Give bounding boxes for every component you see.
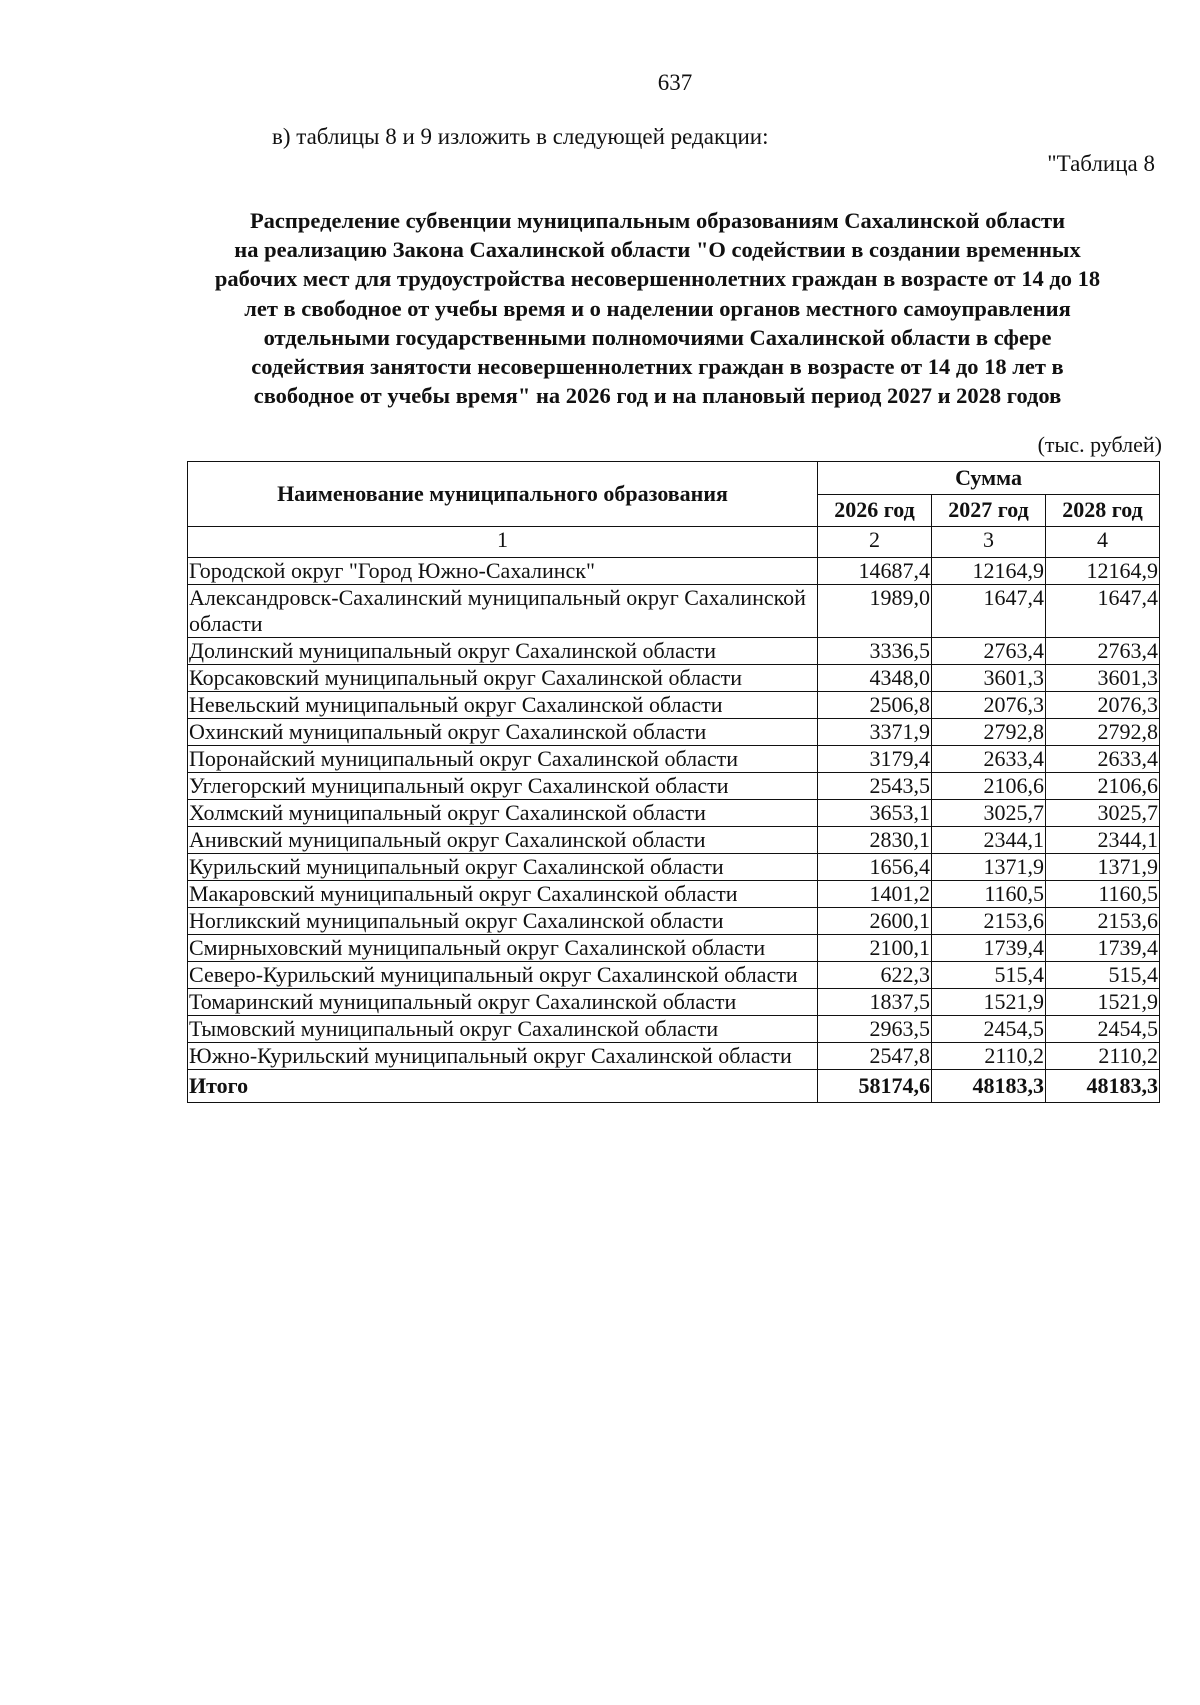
value-2027: 12164,9 — [932, 558, 1046, 585]
value-2028: 3601,3 — [1046, 665, 1160, 692]
municipality-name: Охинский муниципальный округ Сахалинской области — [188, 719, 818, 746]
table-row — [188, 665, 1160, 692]
value-2028: 1521,9 — [1046, 989, 1160, 1016]
value-2028: 12164,9 — [1046, 558, 1160, 585]
municipality-name: Ногликский муниципальный округ Сахалинской области — [188, 908, 818, 935]
title-line: на реализацию Закона Сахалинской области "О содействии в создании временных — [234, 237, 1081, 263]
year-header-2028: 2028 год — [1046, 494, 1160, 527]
value-2027: 1739,4 — [932, 935, 1046, 962]
table-row — [188, 800, 1160, 827]
column-number: 4 — [1046, 527, 1160, 558]
title-line: Распределение субвенции муниципальным образованиям Сахалинской области — [249, 208, 1066, 233]
column-number: 2 — [818, 527, 932, 558]
table-row — [188, 773, 1160, 800]
sum-column-header: Сумма — [818, 462, 1160, 495]
value-2027: 1647,4 — [932, 585, 1046, 638]
value-2028: 1371,9 — [1046, 854, 1160, 881]
year-header-2026: 2026 год — [818, 494, 932, 527]
column-number-row — [188, 527, 1160, 558]
value-2028: 1160,5 — [1046, 881, 1160, 908]
value-2027: 2076,3 — [932, 692, 1046, 719]
column-number: 3 — [932, 527, 1046, 558]
value-2026: 2543,5 — [818, 773, 932, 800]
total-2027: 48183,3 — [932, 1070, 1046, 1103]
value-2027: 3025,7 — [932, 800, 1046, 827]
value-2028: 2633,4 — [1046, 746, 1160, 773]
municipality-name: Углегорский муниципальный округ Сахалинской области — [188, 773, 818, 800]
value-2026: 3336,5 — [818, 638, 932, 665]
intro-text: в) таблицы 8 и 9 изложить в следующей редакции: — [272, 124, 769, 149]
table-row — [188, 746, 1160, 773]
value-2027: 1521,9 — [932, 989, 1046, 1016]
subvention-table — [187, 461, 1160, 1103]
value-2027: 2106,6 — [932, 773, 1046, 800]
value-2028: 2153,6 — [1046, 908, 1160, 935]
value-2027: 2763,4 — [932, 638, 1046, 665]
table-row — [188, 638, 1160, 665]
municipality-name: Северо-Курильский муниципальный округ Сахалинской области — [188, 962, 818, 989]
municipality-name: Тымовский муниципальный округ Сахалинской области — [188, 1016, 818, 1043]
table-row — [188, 558, 1160, 585]
value-2027: 1371,9 — [932, 854, 1046, 881]
page-number: 637 — [657, 70, 693, 95]
table-row — [188, 962, 1160, 989]
name-column-header: Наименование муниципального образования — [188, 462, 818, 527]
table-reference: "Таблица 8 — [1047, 151, 1155, 176]
table-row — [188, 881, 1160, 908]
total-2026: 58174,6 — [818, 1070, 932, 1103]
table-row — [188, 585, 1160, 638]
title-line: лет в свободное от учебы время и о наделении органов местного самоуправления — [244, 295, 1071, 321]
value-2026: 622,3 — [818, 962, 932, 989]
column-number: 1 — [188, 527, 818, 558]
total-label: Итого — [188, 1070, 818, 1103]
municipality-name: Смирныховский муниципальный округ Сахалинской области — [188, 935, 818, 962]
header-row — [188, 462, 1160, 495]
value-2026: 2100,1 — [818, 935, 932, 962]
units-label: (тыс. рублей) — [1037, 432, 1162, 457]
total-2028: 48183,3 — [1046, 1070, 1160, 1103]
title-line: свободное от учебы время" на 2026 год и на плановый период 2027 и 2028 годов — [253, 383, 1062, 409]
document-title — [180, 206, 1135, 410]
value-2026: 14687,4 — [818, 558, 932, 585]
value-2027: 515,4 — [932, 962, 1046, 989]
municipality-name: Невельский муниципальный округ Сахалинской области — [188, 692, 818, 719]
value-2027: 1160,5 — [932, 881, 1046, 908]
table-row — [188, 1043, 1160, 1070]
municipality-name: Холмский муниципальный округ Сахалинской области — [188, 800, 818, 827]
municipality-name: Городской округ "Город Южно-Сахалинск" — [188, 558, 818, 585]
table-row — [188, 935, 1160, 962]
table-body — [188, 558, 1160, 1070]
value-2028: 2454,5 — [1046, 1016, 1160, 1043]
table-row — [188, 908, 1160, 935]
value-2026: 2547,8 — [818, 1043, 932, 1070]
value-2027: 2792,8 — [932, 719, 1046, 746]
value-2027: 2633,4 — [932, 746, 1046, 773]
table-row — [188, 692, 1160, 719]
value-2027: 2344,1 — [932, 827, 1046, 854]
value-2026: 3653,1 — [818, 800, 932, 827]
year-header-2027: 2027 год — [932, 494, 1046, 527]
value-2028: 1739,4 — [1046, 935, 1160, 962]
title-line: рабочих мест для трудоустройства несовершеннолетних граждан в возрасте от 14 до 18 — [214, 266, 1101, 292]
municipality-name: Южно-Курильский муниципальный округ Сахалинской области — [188, 1043, 818, 1070]
table-row — [188, 854, 1160, 881]
value-2027: 2110,2 — [932, 1043, 1046, 1070]
municipality-name: Курильский муниципальный округ Сахалинской области — [188, 854, 818, 881]
value-2026: 2506,8 — [818, 692, 932, 719]
value-2028: 2106,6 — [1046, 773, 1160, 800]
value-2028: 3025,7 — [1046, 800, 1160, 827]
table-row — [188, 827, 1160, 854]
value-2028: 2792,8 — [1046, 719, 1160, 746]
municipality-name: Поронайский муниципальный округ Сахалинской области — [188, 746, 818, 773]
title-line: отдельными государственными полномочиями Сахалинской области в сфере — [263, 324, 1052, 350]
value-2028: 2076,3 — [1046, 692, 1160, 719]
value-2026: 1401,2 — [818, 881, 932, 908]
value-2026: 2963,5 — [818, 1016, 932, 1043]
value-2026: 1989,0 — [818, 585, 932, 638]
value-2027: 3601,3 — [932, 665, 1046, 692]
value-2026: 1837,5 — [818, 989, 932, 1016]
municipality-name: Анивский муниципальный округ Сахалинской области — [188, 827, 818, 854]
value-2026: 4348,0 — [818, 665, 932, 692]
table-row — [188, 1016, 1160, 1043]
value-2026: 2600,1 — [818, 908, 932, 935]
table-row — [188, 989, 1160, 1016]
value-2028: 2110,2 — [1046, 1043, 1160, 1070]
municipality-name: Макаровский муниципальный округ Сахалинской области — [188, 881, 818, 908]
value-2027: 2454,5 — [932, 1016, 1046, 1043]
value-2028: 2763,4 — [1046, 638, 1160, 665]
value-2026: 2830,1 — [818, 827, 932, 854]
value-2028: 2344,1 — [1046, 827, 1160, 854]
value-2028: 515,4 — [1046, 962, 1160, 989]
municipality-name: Александровск-Сахалинский муниципальный округ Сахалинской области — [188, 585, 818, 638]
total-row — [188, 1070, 1160, 1103]
title-line: содействия занятости несовершеннолетних граждан в возрасте от 14 до 18 лет в — [251, 354, 1064, 380]
value-2028: 1647,4 — [1046, 585, 1160, 638]
table-row — [188, 719, 1160, 746]
municipality-name: Томаринский муниципальный округ Сахалинской области — [188, 989, 818, 1016]
municipality-name: Долинский муниципальный округ Сахалинской области — [188, 638, 818, 665]
value-2026: 1656,4 — [818, 854, 932, 881]
value-2027: 2153,6 — [932, 908, 1046, 935]
value-2026: 3179,4 — [818, 746, 932, 773]
municipality-name: Корсаковский муниципальный округ Сахалинской области — [188, 665, 818, 692]
value-2026: 3371,9 — [818, 719, 932, 746]
